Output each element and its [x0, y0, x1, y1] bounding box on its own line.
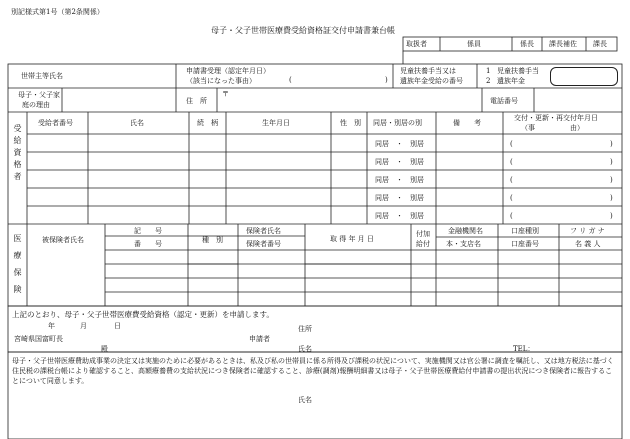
acquired-date-label: 取 得 年 月 日 — [330, 235, 374, 243]
row-paren-open: ( — [510, 158, 513, 166]
row-paren-close: ) — [610, 140, 613, 148]
recipients-side-label: 受給資格者 — [13, 124, 22, 184]
row-paren-open: ( — [510, 176, 513, 184]
row-cohabitation: 同居 ・ 別居 — [375, 158, 424, 166]
account-number-label: 口座番号 — [511, 240, 539, 248]
col-birthdate: 生年月日 — [262, 119, 290, 127]
symbol-label: 記 号 — [134, 227, 162, 235]
phone-label: 電話番号 — [490, 97, 518, 105]
office-chief-label: 係長 — [520, 40, 534, 48]
row-cohabitation: 同居 ・ 別居 — [375, 212, 424, 220]
office-received-label: 取扱者 — [406, 40, 427, 48]
applicant-address-label: 住所 — [298, 325, 312, 333]
form-title: 母子・父子世帯医療費受給資格証交付申請書兼台帳 — [211, 26, 395, 35]
branch-name-label: 本・支店名 — [446, 240, 481, 248]
type-label: 種 別 — [202, 236, 223, 244]
insured-name-label: 被保険者氏名 — [42, 236, 84, 244]
option-2-label: 遺族年金 — [497, 77, 525, 85]
insurance-side-label: 医療保険 — [13, 234, 22, 302]
tel-label: TEL： — [513, 345, 535, 353]
family-reason-label-2: 庭の理由 — [22, 101, 50, 109]
apply-statement: 上記のとおり、母子・父子世帯医療費受給資格（認定・更新）を申請します。 — [12, 310, 274, 319]
kana-label: フ リ ガ ナ — [570, 227, 605, 235]
row-paren-close: ) — [610, 176, 613, 184]
col-issue-date-2: （事 由） — [521, 124, 584, 132]
date-month: 月 — [80, 322, 87, 330]
address-label: 住 所 — [186, 97, 207, 105]
mayor-label: 宮崎県国富町長 — [14, 335, 63, 343]
applicant-label: 申請者 — [249, 335, 270, 343]
allowance-number-input[interactable] — [550, 67, 618, 86]
row-paren-open: ( — [510, 140, 513, 148]
householder-label: 世帯主等氏名 — [21, 72, 63, 80]
row-cohabitation: 同居 ・ 別居 — [375, 194, 424, 202]
row-paren-close: ) — [610, 194, 613, 202]
option-1-number: 1 — [486, 67, 491, 75]
holder-number-label: 保険者番号 — [246, 240, 281, 248]
row-paren-close: ) — [610, 158, 613, 166]
row-cohabitation: 同居 ・ 別居 — [375, 176, 424, 184]
office-staff-label: 係員 — [467, 40, 481, 48]
row-paren-open: ( — [510, 212, 513, 220]
consent-text: 母子・父子世帯医療費助成事業の決定又は実施のために必要があるときは、私及び私の世帯員に係る所得及び課税の状況について、実施機関又は官公署に調査を嘱託し、又は地方税法に基づく住民税の課税台帳により確認すること、高額療養費の支給状況につき保険者に確認すること、診療(調剤)報酬明細書又は母子・父子世帯医療費給付申請書の提出状況につき保険者に報告することについて同意します。 — [12, 357, 614, 385]
additional-benefit-label-2: 給付 — [416, 240, 430, 248]
holder-name-label: 保険者氏名 — [246, 227, 281, 235]
col-name: 氏名 — [130, 119, 144, 127]
office-deputy-label: 課長補佐 — [549, 40, 577, 48]
option-2-number: 2 — [486, 77, 491, 85]
row-paren-close: ) — [610, 212, 613, 220]
allowance-label-2: 遺族年金受給の番号 — [400, 77, 463, 85]
col-relation: 続 柄 — [197, 119, 218, 127]
number-label: 番 号 — [134, 240, 162, 248]
account-type-label: 口座種別 — [511, 227, 539, 235]
applicant-name-label: 氏名 — [298, 345, 312, 353]
date-paren-close: ) — [385, 76, 388, 84]
option-1-label: 児童扶養手当 — [497, 67, 539, 75]
date-year: 年 — [48, 322, 55, 330]
honorific-label: 殿 — [101, 345, 108, 353]
date-label-1: 申請書受理（認定年月日） — [186, 67, 270, 75]
consent-name-label: 氏名 — [298, 396, 312, 404]
row-cohabitation: 同居 ・ 別居 — [375, 140, 424, 148]
postal-mark: 〒 — [222, 90, 229, 98]
bank-name-label: 金融機関名 — [448, 227, 483, 235]
family-reason-label-1: 母子・父子家 — [18, 91, 60, 99]
col-sex: 性 別 — [340, 119, 361, 127]
account-holder-label: 名 義 人 — [575, 240, 601, 248]
col-cohabitation: 同居・別居の別 — [373, 119, 422, 127]
date-label-2: （該当になった事由） — [186, 77, 256, 85]
row-paren-open: ( — [510, 194, 513, 202]
col-remarks: 備 考 — [453, 119, 481, 127]
col-recipient-number: 受給者番号 — [38, 119, 73, 127]
additional-benefit-label-1: 付加 — [416, 230, 430, 238]
allowance-label-1: 児童扶養手当又は — [400, 67, 456, 75]
date-day: 日 — [114, 322, 121, 330]
col-issue-date-1: 交付・更新・再交付年月日 — [514, 114, 598, 122]
office-manager-label: 課長 — [593, 40, 607, 48]
date-paren-open: ( — [289, 76, 292, 84]
form-id: 別記様式第1号（第2条関係） — [11, 8, 104, 16]
